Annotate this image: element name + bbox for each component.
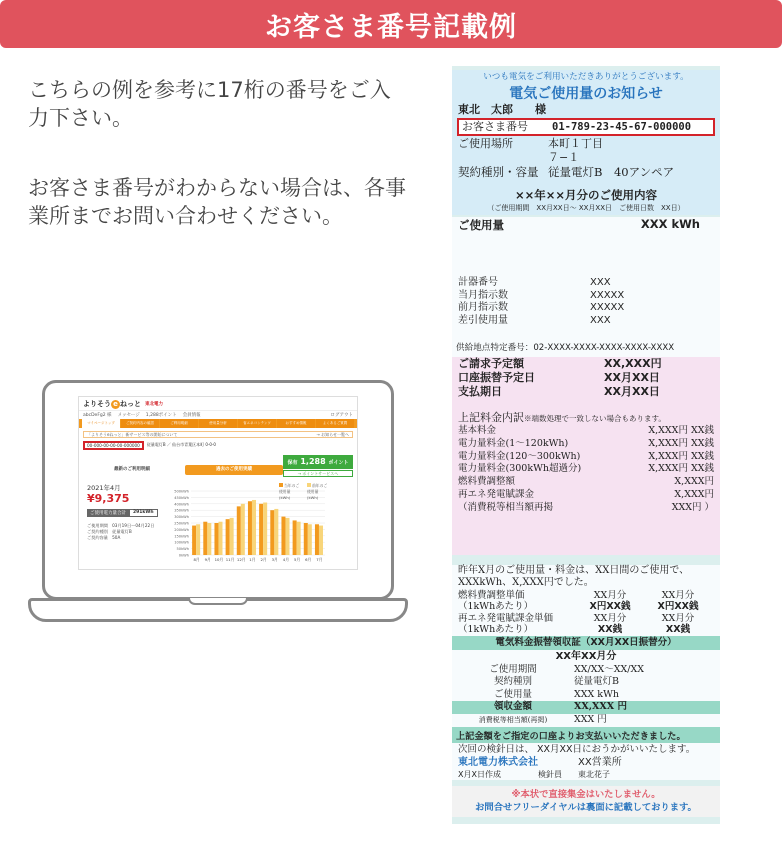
bill-meter-rows	[452, 277, 720, 327]
chart-bar	[304, 523, 308, 555]
bill-customer-name: 東北 太郎 様	[458, 103, 546, 116]
nav-faq[interactable]: よくあるご質問	[316, 419, 354, 428]
chart-x-tick: 2月	[260, 557, 267, 562]
chart-bar	[252, 500, 256, 555]
chart-bar	[248, 501, 252, 555]
bill-last-year-note: 昨年X月のご使用量・料金は、XX日間のご使用で、XXXkWh、X,XXX円でした。	[458, 564, 690, 589]
unit-row: （1kWhあたり） X円XX銭 X円XX銭	[458, 601, 699, 613]
chart-x-tick: 9月	[204, 557, 211, 562]
breakdown-row: 電力量料金(120〜300kWh) X,XXX円 XX銭	[458, 450, 714, 462]
chart-y-tick: 350kWh	[174, 508, 189, 513]
chart-bar	[192, 526, 196, 555]
breakdown-row: 基本料金 X,XXX円 XX銭	[458, 425, 714, 436]
user-name: abcDeFg2 様	[83, 413, 112, 418]
unit-row: 燃料費調整単価 XX月分 XX月分	[458, 589, 695, 601]
info-contract-type: ご契約種別 従量電灯B	[87, 529, 132, 534]
chart-y-tick: 450kWh	[174, 495, 189, 500]
unit-row: 再エネ発電賦課金単価 XX月分 XX月分	[458, 612, 695, 624]
bill-usage-section	[452, 217, 720, 357]
bill-place-row: ご使用場所 本町１丁目	[458, 137, 603, 150]
chart-x-tick: 3月	[271, 557, 278, 562]
chart-bar	[196, 524, 200, 555]
footer-note-contact: お問合せフリーダイヤルは裏面に記載しております。	[475, 801, 697, 813]
usage-total-row	[87, 509, 158, 517]
legend-previous: 前年のご使用量(kWh)	[307, 483, 328, 500]
instructions	[28, 76, 408, 272]
chart-bar	[274, 509, 278, 555]
tab-past-usage[interactable]: 過去のご使用実績	[185, 465, 283, 475]
legend-current: 当年のご使用量(kWh)	[279, 483, 300, 500]
points-badge: 保有 1,288 ポイント	[283, 455, 353, 469]
bill-lastyear-section	[452, 565, 720, 636]
chart-bar	[293, 520, 297, 555]
bill-contract-row: 契約種別・容量 従量電灯B 40アンペア	[458, 165, 675, 179]
breakdown-row: 電力量料金(1〜120kWh) X,XXX円 XX銭	[458, 437, 714, 449]
chart-bar	[226, 519, 230, 555]
bill-billing-section	[452, 357, 720, 555]
chart-y-tick: 250kWh	[174, 521, 189, 526]
bill-place-row-2: ７−１	[548, 151, 580, 164]
usage-total-label: ご使用電力量合計	[87, 509, 129, 517]
member-info-link[interactable]: 会員情報	[182, 413, 201, 418]
nav-recommend[interactable]: おすすめ情報	[277, 419, 315, 428]
bill-breakdown	[452, 425, 720, 515]
bill-transfer-title: 電気料金振替領収証（XX月XX日振替分）	[452, 636, 720, 650]
page-header	[0, 0, 782, 48]
chart-bar	[270, 510, 274, 555]
statement-tabs	[83, 465, 283, 475]
billing-row: 口座振替予定日 XX月XX日	[458, 371, 660, 384]
info-period: ご使用期間 03月19日〜04月22日	[87, 523, 155, 528]
page-title: お客さま番号記載例	[265, 11, 517, 43]
chart-y-tick: 150kWh	[174, 534, 189, 539]
chart-y-tick: 200kWh	[174, 527, 189, 532]
statement-info	[87, 523, 154, 541]
chart-bar	[281, 517, 285, 555]
chart-x-tick: 6月	[305, 557, 312, 562]
chart-bar	[308, 524, 312, 555]
site-notice[interactable]: 「よりそうeねっと」新サービス等の開始について → お知らせ一覧へ	[83, 431, 353, 438]
nav-statement[interactable]: ご利用明細	[160, 419, 198, 428]
billing-row: ご請求予定額 XX,XXX円	[458, 357, 662, 370]
bill-footer-notes	[452, 786, 720, 817]
customer-number-row	[83, 441, 353, 449]
laptop-notch	[188, 598, 248, 605]
chart-x-tick: 4月	[282, 557, 290, 562]
bill-supply-point: 供給地点特定番号：02-XXXX-XXXX-XXXX-XXXX-XXXX	[456, 343, 675, 353]
chart-x-tick: 8月	[193, 557, 200, 562]
bill-sample	[452, 66, 720, 824]
bill-made-row: X月X日作成 検針員 東北花子	[458, 770, 610, 780]
company-logo: 東北電力	[145, 401, 163, 407]
statement-amount: ¥9,375	[87, 492, 130, 505]
points-service-link[interactable]: → ポイントサービスへ	[283, 470, 353, 477]
chart-x-tick: 10月	[214, 557, 224, 562]
customer-number-highlight: 00-000-00-00-00-000000	[83, 441, 144, 450]
bill-header-section	[452, 70, 720, 215]
meter-row: 計器番号 XXX	[458, 277, 611, 288]
chart-y-tick: 0kWh	[178, 553, 189, 558]
contract-address: 従量電灯B ／ 仙台市青葉区本町 0-0-0	[146, 442, 216, 447]
chart-x-tick: 5月	[293, 557, 301, 562]
points-link[interactable]: 1,288ポイント	[145, 413, 177, 418]
bill-greeting: いつも電気をご利用いただきありがとうございます。	[483, 72, 689, 82]
site-nav	[79, 419, 357, 428]
chart-y-tick: 50kWh	[176, 547, 189, 552]
bill-billing-rows	[452, 357, 720, 399]
chart-bar	[259, 504, 263, 555]
chart-x-tick: 1月	[249, 557, 256, 562]
bill-breakdown-title: 上記料金内訳※端数処理で一致しない場合もあります。	[458, 411, 666, 424]
meter-row: 差引使用量 XXX	[458, 314, 611, 326]
chart-bar	[214, 523, 218, 555]
chart-bar	[230, 518, 234, 555]
bill-contents-period: （ご使用期間 XX月XX日〜 XX月XX日 ご使用日数 XX日）	[487, 204, 685, 212]
chart-bar	[297, 522, 301, 555]
usage-chart	[169, 483, 329, 563]
chart-x-tick: 12月	[236, 557, 246, 562]
statement-month: 2021年4月	[87, 484, 121, 492]
billing-row: 支払期日 XX月XX日	[458, 385, 660, 398]
breakdown-row: 電力量料金(300kWh超過分) X,XXX円 XX銭	[458, 463, 714, 475]
transfer-row-tax: 消費税等相当額(再掲) XXX 円	[478, 713, 607, 725]
chart-bar	[218, 522, 222, 555]
unit-row: （1kWhあたり） XX銭 XX銭	[458, 624, 691, 636]
chart-x-tick: 7月	[316, 557, 323, 562]
chart-bar	[203, 522, 207, 555]
site-header	[79, 397, 357, 411]
chart-bar	[319, 526, 323, 555]
usage-total-value: 291kWh	[129, 509, 158, 517]
chart-bar	[207, 523, 211, 555]
message-link[interactable]: メッセージ	[117, 413, 140, 418]
instruction-enter-number: こちらの例を参考に17桁の番号をご入力下さい。	[28, 78, 391, 130]
chart-y-tick: 500kWh	[174, 489, 189, 494]
meter-row: 前月指示数 XXXXX	[458, 302, 625, 313]
bill-company-row: 東北電力株式会社 XX営業所	[458, 757, 622, 769]
meter-row: 当月指示数 XXXXX	[458, 289, 625, 301]
bill-transfer-section	[452, 650, 720, 781]
transfer-row-received: 領収金額 XX,XXX 円	[452, 701, 720, 714]
breakdown-row: 再エネ発電賦課金 X,XXX円	[458, 488, 714, 500]
chart-x-tick: 11月	[225, 557, 235, 562]
bill-title: 電気ご使用量のお知らせ	[509, 86, 663, 102]
bill-debit-notice: 上記金額をご指定の口座よりお支払いいただきました。	[452, 727, 720, 743]
site-logo: よりそう e ねっと	[83, 399, 141, 408]
chart-bar	[263, 503, 267, 555]
transfer-month: XX年XX月分	[555, 650, 617, 662]
footer-note-no-collection: ※本状で直接集金はいたしません。	[511, 789, 661, 801]
transfer-row: ご使用量 XXX kWh	[493, 688, 619, 700]
chart-bar	[315, 524, 319, 555]
customer-number-label: お客さま番号	[462, 120, 528, 133]
nav-analysis[interactable]: 使用量分析	[199, 419, 237, 428]
customer-number-value: 01-789-23-45-67-000000	[552, 121, 692, 133]
bill-contents-title: ××年××月分のご使用内容	[514, 188, 658, 202]
notice-more-link[interactable]: → お知らせ一覧へ	[316, 432, 349, 437]
chart-y-tick: 400kWh	[174, 502, 189, 507]
logout-link[interactable]: ログアウト	[330, 413, 353, 418]
bill-usage-line: ご使用量 XXX kWh	[458, 217, 700, 232]
transfer-row: ご使用期間 XX/XX〜XX/XX	[489, 663, 645, 675]
breakdown-row: （消費税等相当額再掲 XXX円 ）	[458, 501, 714, 513]
transfer-row: 契約種別 従量電灯B	[493, 676, 619, 688]
chart-y-tick: 300kWh	[174, 515, 189, 520]
bill-next-check: 次回の検針日は、 XX月XX日におうかがいいたします。	[458, 744, 696, 756]
chart-bar	[241, 504, 245, 555]
tab-latest-statement[interactable]: 最新のご利用明細	[114, 467, 150, 472]
info-capacity: ご契約容量 50A	[87, 535, 121, 540]
nav-contract[interactable]: ご契約内容の確認	[121, 419, 159, 428]
nav-mypage-top[interactable]: マイページトップ	[82, 419, 120, 428]
instruction-contact-office: お客さま番号がわからない場合は、各事業所までお問い合わせください。	[28, 176, 406, 228]
chart-bar	[237, 506, 241, 555]
laptop-screen	[78, 396, 358, 570]
chart-y-tick: 100kWh	[174, 540, 189, 545]
nav-eco[interactable]: 省エネコンテンツ	[238, 419, 276, 428]
breakdown-row: 燃料費調整額 X,XXX円	[458, 476, 714, 488]
site-subbar	[79, 411, 357, 419]
chart-bar	[285, 518, 289, 555]
bill-customer-number-highlight	[457, 118, 715, 136]
chart-legend	[279, 483, 329, 500]
laptop-illustration	[28, 374, 408, 644]
bill-unit-table	[452, 590, 720, 636]
